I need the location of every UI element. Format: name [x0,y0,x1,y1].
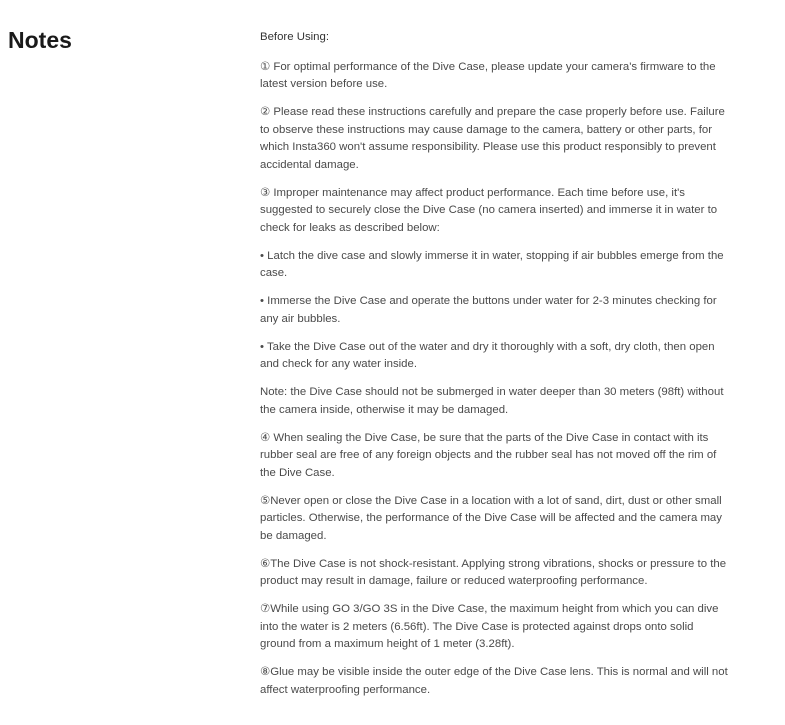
note-item-shock: ⑥The Dive Case is not shock-resistant. Applying strong vibrations, shocks or pressure to the product may result in damage, failure or reduced waterproofing performance. [260,557,727,587]
depth-note: Note: the Dive Case should not be submerged in water deeper than 30 meters (98ft) without the camera inside, otherwise it may be damaged. [260,386,724,416]
leak-check-step-buttons: • Immerse the Dive Case and operate the buttons under water for 2-3 minutes checking for any air bubbles. [260,295,717,325]
note-item-maintenance: ③ Improper maintenance may affect product performance. Each time before use, it's suggested to securely close the Dive Case (no camera inserted) and immerse it in water to check for leaks as described below: [260,186,718,234]
notes-content [260,29,728,710]
note-item-sand-dust: ⑤Never open or close the Dive Case in a location with a lot of sand, dirt, dust or other small particles. Otherwise, the performance of the Dive Case will be affected and the camera may be damaged. [260,494,722,542]
leak-check-step-latch: • Latch the dive case and slowly immerse it in water, stopping if air bubbles emerge from the case. [260,249,724,279]
note-item-glue: ⑧Glue may be visible inside the outer edge of the Dive Case lens. This is normal and will not affect waterproofing performance. [260,666,728,696]
note-item-dive-height: ⑦While using GO 3/GO 3S in the Dive Case, the maximum height from which you can dive into the water is 2 meters (6.56ft). The Dive Case is protected against drops onto solid ground from a maximum height of 1 meter (3.28ft). [260,603,719,650]
note-item-read-instructions: ② Please read these instructions carefully and prepare the case properly before use. Failure to observe these instructions may cause damage to the camera, battery or other parts, for which Insta360 won't assume responsibility. Please use this product responsibly to prevent accidental damage. [260,106,725,171]
notes-heading: Before Using: [260,31,330,43]
note-item-firmware: ① For optimal performance of the Dive Case, please update your camera's firmware to the latest version before use. [260,60,716,90]
leak-check-step-dry: • Take the Dive Case out of the water and dry it thoroughly with a soft, dry cloth, then open and check for any water inside. [260,340,715,370]
page-title: Notes [8,27,72,53]
note-item-sealing: ④ When sealing the Dive Case, be sure that the parts of the Dive Case in contact with its rubber seal are free of any foreign objects and the rubber seal has not moved off the rim of the Dive Case. [260,431,717,479]
